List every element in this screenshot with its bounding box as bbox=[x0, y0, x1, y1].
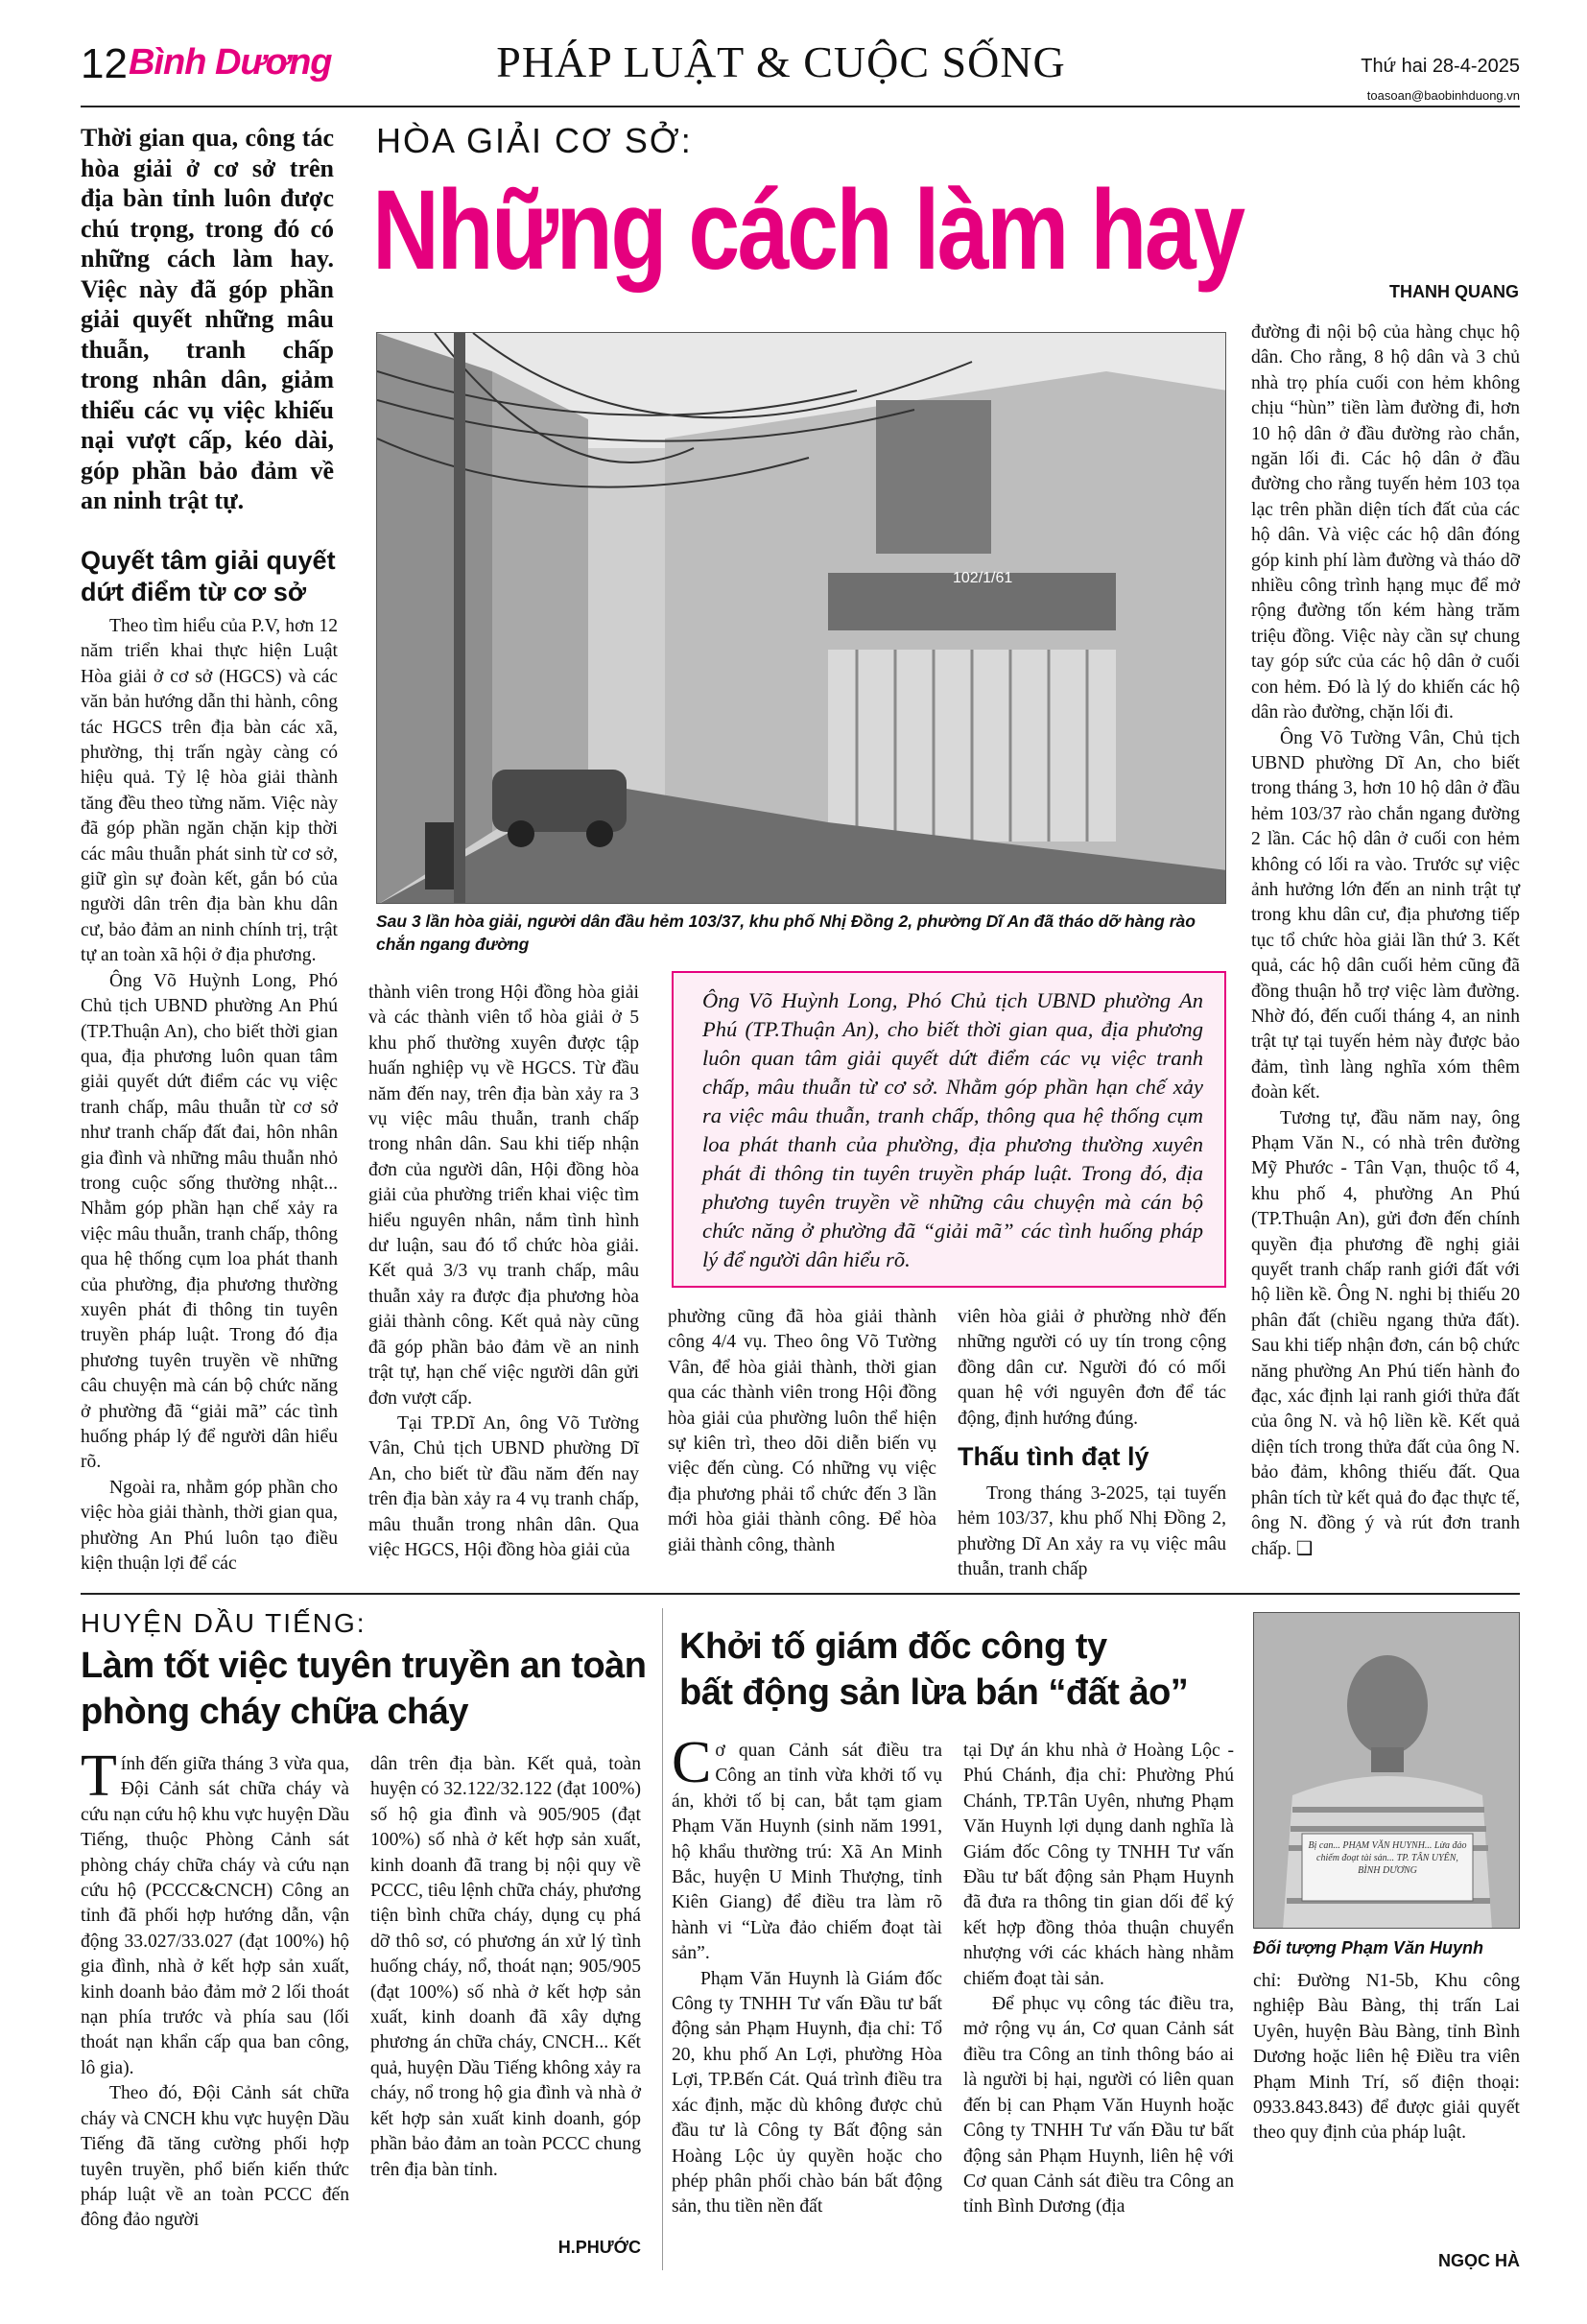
main-kicker: HÒA GIẢI CƠ SỞ: bbox=[376, 121, 693, 160]
main-col5-p3: Tương tự, đầu năm nay, ông Phạm Văn N., có nhà trên đường Mỹ Phước - Tân Vạn, thuộc tổ 4, khu phố 4, phường An Phú (TP.Thuận An), gửi đơn đến chính quyền địa phương đề nghị giải quyết tranh chấp ranh giới đất với hộ liền kề. Ông N. nghi bị thiếu 20 phân đất (chiều ngang thửa đất). Sau khi tiếp nhận đơn, cán bộ chức năng phường An Phú tiến hành đo đạc, xác định lại ranh giới thửa đất của ông N. và hộ liền kề. Kết quả diện tích trong thửa đất của ông N. bảo đảm, không thiếu đất. Qua phân tích từ kết quả đo đạc thực tế, ông N. đồng ý và rút đơn tranh chấp. ❑ bbox=[1251, 1107, 1520, 1559]
main-byline: THANH QUANG bbox=[1389, 282, 1519, 301]
main-col4-p2: Trong tháng 3-2025, tại tuyến hẻm 103/37, khu phố Nhị Đồng 2, phường Dĩ An xảy ra vụ việc mâu thuẫn, tranh chấp bbox=[958, 1483, 1226, 1580]
suspect-photo bbox=[1253, 1612, 1520, 1929]
main-col5-p1: đường đi nội bộ của hàng chục hộ dân. Cho rằng, 8 hộ dân và 3 chủ nhà trọ phía cuối con hẻm không chịu “hùn” tiền làm đường đi, hơn 10 hộ dân ở đầu đường rào chắn, ngăn lối đi. Các hộ dân ở đầu đường cho rằng tuyến hẻm 103 tọa lạc trên phần diện tích đất của các hộ dân. Và việc các hộ dân đóng góp kinh phí làm đường và tháo dỡ nhiều công trình hạng mục để mở rộng đường tốn kém hàng trăm triệu đồng. Việc này cần sự chung tay góp sức của các hộ dân ở cuối con hẻm. Đó là lý do khiến các hộ dân rào đường, chặn lối đi. bbox=[1251, 322, 1520, 723]
main-col1-p2: Ông Võ Huỳnh Long, Phó Chủ tịch UBND phường An Phú (TP.Thuận An), cho biết thời gian qua, địa phương luôn quan tâm giải quyết dứt điểm các vụ việc tranh chấp, mâu thuẫn từ cơ sở như tranh chấp đất đai, hôn nhân gia đình và những mâu thuẫn nhỏ trong cuộc sống thường nhật... Nhằm góp phần hạn chế xảy ra việc mâu thuẫn, tranh chấp, thông qua hệ thống cụm loa phát thanh của phường, địa phương thường xuyên phát đi thông tin tuyên truyền pháp luật. Trong đó địa phương tuyên truyền về những câu chuyện mà cán bộ chức năng ở phường đã “giải mã” các tình huống pháp lý để người dân hiểu rõ. bbox=[81, 970, 338, 1473]
fire-signoff: H.PHƯỚC bbox=[557, 2238, 641, 2257]
main-col-3 bbox=[668, 1305, 936, 1558]
fraud-headline-line2: bất động sản lừa bán “đất ảo” bbox=[679, 1672, 1189, 1713]
fire-headline-line2: phòng cháy chữa cháy bbox=[81, 1692, 468, 1732]
section-title: PHÁP LUẬT & CUỘC SỐNG bbox=[496, 37, 1066, 86]
suspect-portrait-illustration bbox=[1254, 1613, 1520, 1929]
header-rule bbox=[81, 106, 1520, 107]
main-photo bbox=[376, 332, 1226, 904]
lead-paragraph: Thời gian qua, công tác hòa giải ở cơ sở trên địa bàn tỉnh luôn được chú trọng, trong đó có những cách làm hay. Việc này đã góp phần giải quyết những mâu thuẫn, tranh chấp trong nhân dân, giảm thiểu các vụ việc khiếu nại vượt cấp, kéo dài, góp phần bảo đảm về an ninh trật tự. bbox=[81, 124, 334, 514]
subhead-decisive: Quyết tâm giải quyết dứt điểm từ cơ sở bbox=[81, 546, 336, 606]
masthead bbox=[81, 38, 1520, 115]
main-col2-p1: thành viên trong Hội đồng hòa giải và các thành viên tổ hòa giải ở 5 khu phố thường xuyên được tập huấn nghiệp vụ về HGCS. Từ đầu năm đến nay, trên địa bàn xảy ra 3 vụ việc mâu thuẫn, tranh chấp trong nhân dân. Sau khi tiếp nhận đơn của người dân, Hội đồng hòa giải của phường triển khai việc tìm hiểu nguyên nhân, nắm tình hình dư luận, sau đó tổ chức hòa giải. Kết quả 3/3 vụ tranh chấp, mâu thuẫn xảy ra được địa phương hòa giải thành công. Kết quả này cũng đã góp phần bảo đảm về an ninh trật tự, hạn chế việc người dân gửi đơn vượt cấp. bbox=[368, 983, 639, 1409]
fraud-col1-p2: Phạm Văn Huynh là Giám đốc Công ty TNHH Tư vấn Đầu tư bất động sản Phạm Huynh, địa chỉ: Tổ 20, khu phố An Lợi, phường Hòa Lợi, TP.Bến Cát. Quá trình điều tra xác định, mặc dù không được chủ đầu tư là Công ty Bất động sản Hoàng Lộc ủy quyền hoặc cho phép phân phối chào bán bất động sản, thu tiền nền đất bbox=[672, 1968, 942, 2217]
main-col1-p3: Ngoài ra, nhằm góp phần cho việc hòa giải thành, thời gian qua, phường An Phú luôn tạo điều kiện thuận lợi để các bbox=[81, 1477, 338, 1575]
fire-col-1 bbox=[81, 1743, 349, 2234]
fraud-col2-p2: Để phục vụ công tác điều tra, mở rộng vụ án, Cơ quan Cảnh sát điều tra Công an tỉnh thông báo ai là người bị hại, người có liên quan đến bị can Phạm Văn Huynh hoặc Công ty TNHH Tư vấn Đầu tư bất động sản Phạm Huynh, liên hệ với Cơ quan Cảnh sát điều tra Công an tỉnh Bình Dương (địa bbox=[963, 1994, 1234, 2217]
main-col4-p1: viên hòa giải ở phường nhờ đến những người có uy tín trong cộng đồng dân cư. Người đó có mối quan hệ với nguyên đơn để tác động, định hướng đúng. bbox=[958, 1307, 1226, 1429]
main-col-1 bbox=[81, 614, 338, 1577]
fire-kicker: HUYỆN DẦU TIẾNG: bbox=[81, 1608, 367, 1638]
fraud-col-3 bbox=[1253, 1969, 1520, 2146]
contact-email: toasoan@baobinhduong.vn bbox=[1366, 88, 1520, 103]
fire-col1-p1-text: ính đến giữa tháng 3 vừa qua, Đội Cảnh sát chữa cháy và cứu nạn cứu hộ khu vực huyện Dầu Tiếng, thuộc Phòng Cảnh sát phòng cháy chữa cháy và cứu nạn cứu hộ (PCCC&CNCH) Công an tỉnh đã phối hợp hướng dẫn, vận động 33.027/33.027 (đạt 100%) hộ gia đình, nhà ở kết hợp sản xuất, kinh doanh bảo đảm mở 2 lối thoát nạn phía trước và phía sau (lối thoát nạn khẩn cấp qua ban công, lô gia). bbox=[81, 1754, 349, 2078]
fraud-col1-p1 bbox=[672, 1730, 942, 1967]
main-col1-p1: Theo tìm hiểu của P.V, hơn 12 năm triển khai thực hiện Luật Hòa giải ở cơ sở (HGCS) và các văn bản hướng dẫn thi hành, công tác HGCS trên địa bàn các xã, phường, thị trấn ngày càng có hiệu quả. Tỷ lệ hòa giải thành tăng đều theo từng năm. Việc này đã góp phần ngăn chặn kịp thời các mâu thuẫn phát sinh từ cơ sở, giữ gìn sự đoàn kết, gắn bó của người dân trên địa bàn khu dân cư, bảo đảm an ninh chính trị, trật tự an toàn xã hội ở địa phương. bbox=[81, 616, 338, 966]
main-col5-p2: Ông Võ Tường Vân, Chủ tịch UBND phường Dĩ An, cho biết trong tháng 3, hơn 10 hộ dân ở đầu hẻm 103/37 rào chắn ngang đường 2 lần. Các hộ dân ở cuối con hẻm không có lối ra vào. Trước sự việc ảnh hưởng lớn đến an ninh trật tự trong khu dân cư, địa phương tiếp tục tổ chức hòa giải lần thứ 3. Kết quả, các hộ dân cuối hẻm cũng đã đồng thuận hỗ trợ việc làm đường. Nhờ đó, đến cuối tháng 4, an ninh trật tự tại tuyến hẻm này được bảo đảm, tình làng nghĩa xóm thêm đoàn kết. bbox=[1251, 727, 1520, 1103]
fraud-col2-p1: tại Dự án khu nhà ở Hoàng Lộc - Phú Chánh, địa chỉ: Phường Phú Chánh, TP.Tân Uyên, nhưng Phạm Văn Huynh lợi dụng danh nghĩa là Giám đốc Công ty TNHH Tư vấn Đầu tư bất động sản Phạm Huynh đã đưa ra thông tin gian dối để ký kết hợp đồng thỏa thuận chuyển nhượng với các khách hàng nhằm chiếm đoạt tài sản. bbox=[963, 1741, 1234, 1989]
fraud-col-2 bbox=[963, 1739, 1234, 2220]
main-col3-p1: phường cũng đã hòa giải thành công 4/4 vụ. Theo ông Võ Tường Vân, để hòa giải thành, thời gian qua các thành viên trong Hội đồng hòa giải của phường luôn thể hiện sự kiên trì, theo dõi diễn biến vụ việc đến cùng. Có những vụ việc địa phương phải tổ chức đến 3 lần mới hòa giải thành công. Để hòa giải thành công, thành bbox=[668, 1307, 936, 1555]
main-photo-caption: Sau 3 lần hòa giải, người dân đầu hẻm 103/37, khu phố Nhị Đồng 2, phường Dĩ An đã tháo dỡ hàng rào chắn ngang đường bbox=[376, 912, 1196, 954]
main-col-4b bbox=[958, 1482, 1226, 1583]
pull-quote-box bbox=[672, 971, 1226, 1288]
paper-name-logo: Bình Dương bbox=[129, 42, 332, 83]
fraud-signoff: NGỌC HÀ bbox=[1438, 2251, 1520, 2270]
issue-date: Thứ hai 28-4-2025 bbox=[1361, 56, 1520, 77]
fraud-col-1 bbox=[672, 1730, 942, 2220]
bottom-column-divider bbox=[662, 1608, 663, 2270]
fraud-headline-line1: Khởi tố giám đốc công ty bbox=[679, 1626, 1107, 1667]
fraud-col3-p1: chỉ: Đường N1-5b, Khu công nghiệp Bàu Bàng, thị trấn Lai Uyên, huyện Bàu Bàng, tỉnh Bình Dương hoặc liên hệ Điều tra viên Phạm Minh Trí, số điện thoại: 0933.843.843) để được giải quyết theo quy định của pháp luật. bbox=[1253, 1971, 1520, 2144]
fire-col1-p1 bbox=[81, 1743, 349, 2081]
main-col-5 bbox=[1251, 320, 1520, 1562]
fire-headline-line1: Làm tốt việc tuyên truyền an toàn bbox=[81, 1646, 647, 1686]
pull-quote-text: Ông Võ Huỳnh Long, Phó Chủ tịch UBND phường An Phú (TP.Thuận An), cho biết thời gian qua, địa phương luôn quan tâm giải quyết dứt điểm các vụ việc tranh chấp, mâu thuẫn từ cơ sở. Nhằm góp phần hạn chế xảy ra việc mâu thuẫn, tranh chấp, thông qua hệ thống cụm loa phát thanh của phường, địa phương thường xuyên phát đi thông tin tuyên truyền pháp luật. Trong đó, địa phương tuyên truyền về những câu chuyện mà cán bộ chức năng ở phường đã “giải mã” các tình huống pháp lý để người dân hiểu rõ. bbox=[702, 988, 1203, 1271]
photo-house-number: 102/1/61 bbox=[953, 570, 1013, 586]
main-col-2 bbox=[368, 981, 639, 1563]
street-scene-illustration bbox=[377, 333, 1226, 904]
fraud-dropcap: C bbox=[672, 1730, 712, 1795]
suspect-photo-caption: Đối tượng Phạm Văn Huynh bbox=[1253, 1938, 1483, 1957]
bottom-section-rule bbox=[81, 1593, 1520, 1595]
subhead-reasonable: Thấu tình đạt lý bbox=[958, 1442, 1149, 1471]
fire-dropcap: T bbox=[81, 1743, 117, 1809]
page-number: 12 bbox=[81, 40, 128, 87]
suspect-sign-text: Bị can... PHẠM VĂN HUYNH... Lừa đảo chiếm đoạt tài sản... TP. TÂN UYÊN, BÌNH DƯƠNG bbox=[1308, 1840, 1467, 1876]
fire-col-2 bbox=[370, 1752, 641, 2183]
fire-col1-p2: Theo đó, Đội Cảnh sát chữa cháy và CNCH khu vực huyện Dầu Tiếng đã tăng cường phối hợp tuyên truyền, phổ biến kiến thức pháp luật về an toàn PCCC đến đông đảo người bbox=[81, 2083, 349, 2231]
fire-col2-p1: dân trên địa bàn. Kết quả, toàn huyện có 32.122/32.122 (đạt 100%) số hộ gia đình và 905/905 (đạt 100%) số nhà ở kết hợp sản xuất, kinh doanh đã trang bị nội quy về PCCC, tiêu lệnh chữa cháy, phương tiện bình chữa cháy, dụng cụ phá dỡ thô sơ, có phương án xử lý tình huống cháy, nổ, thoát nạn; 905/905 (đạt 100%) số nhà ở kết hợp sản xuất, kinh doanh đã xây dựng phương án chữa cháy, CNCH... Kết quả, huyện Dầu Tiếng không xảy ra cháy, nổ trong hộ gia đình và nhà ở kết hợp sản xuất kinh doanh, góp phần bảo đảm an toàn PCCC chung trên địa bàn tỉnh. bbox=[370, 1754, 641, 2180]
fraud-col1-p1-text: ơ quan Cảnh sát điều tra Công an tỉnh vừa khởi tố vụ án, khởi tố bị can, bắt tạm giam Phạm Văn Huynh (sinh năm 1991, hộ khẩu thường trú: Xã An Minh Bắc, huyện U Minh Thượng, tỉnh Kiên Giang) để điều tra làm rõ hành vi “Lừa đảo chiếm đoạt tài sản”. bbox=[672, 1741, 942, 1964]
main-headline: Những cách làm hay bbox=[372, 167, 1244, 294]
main-col2-p2: Tại TP.Dĩ An, ông Võ Tường Vân, Chủ tịch UBND phường Dĩ An, cho biết từ đầu năm đến nay trên địa bàn xảy ra 4 vụ tranh chấp, mâu thuẫn trong nhân dân. Qua việc HGCS, Hội đồng hòa giải của bbox=[368, 1412, 639, 1560]
main-col-4 bbox=[958, 1305, 1226, 1432]
